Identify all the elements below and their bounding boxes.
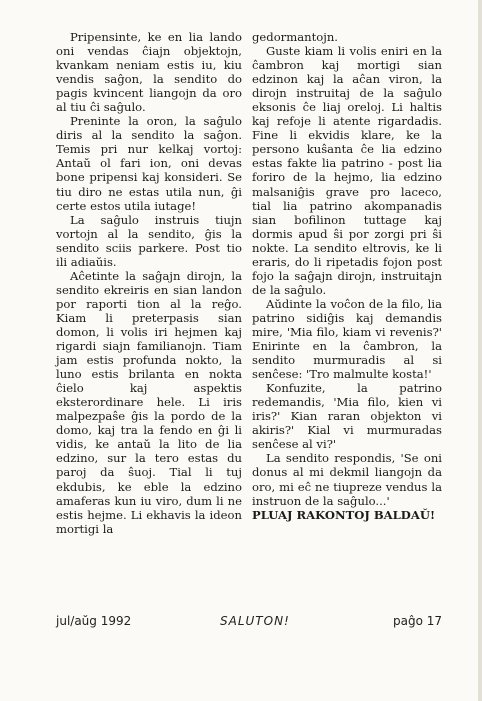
page-footer: [56, 614, 442, 630]
paragraph: Konfuzite, la patrino redemandis, 'Mia filo, kien vi iris?' Kian raran objekton vi akiris?' Kial vi murmuradas senĉese al vi?': [252, 381, 442, 452]
paragraph: gedormantojn.: [252, 30, 338, 44]
paragraph: Preninte la oron, la saĝulo diris al la sendito la saĝon. Temis pri nur kelkaj vortoj: Antaŭ ol fari ion, oni devas bone pripensi kaj konsideri. Se tiu diro ne estas utila nun, ĝi certe estos utila iutage!: [56, 114, 242, 213]
signoff: PLUAJ RAKONTOJ BALDAŬ!: [252, 507, 436, 522]
magazine-name: SALUTON!: [220, 614, 290, 628]
paragraph: Pripensinte, ke en lia lando oni vendas ĉiajn objektojn, kvankam neniam estis iu, kiu vendis saĝon, la sendito do pagis kvincent liangojn da oro al tiu ĉi saĝulo.: [56, 30, 242, 115]
page-edge: [478, 0, 482, 701]
right-column: [252, 30, 442, 522]
paragraph: Aĉetinte la saĝajn dirojn, la sendito ekreiris en sian landon por raporti tion al la reĝo. Kiam li preterpasis sian domon, li volis iri hejmen kaj rigardi siajn familianojn. Tiam jam estis profunda nokto, la luno estis brilanta en nokta ĉielo kaj aspektis eksterordinare hele. Li iris malpezpaŝe ĝis la pordo de la domo, kaj tra la fendo en ĝi li vidis, ke antaŭ la lito de lia edzino, sur la tero estas du paroj da ŝuoj. Tial li tuj ekdubis, ke eble la edzino amaferas kun iu viro, dum li ne estis hejme. Li ekhavis la ideon mortigi la: [56, 268, 242, 536]
paragraph: Aŭdinte la voĉon de la filo, lia patrino sidiĝis kaj demandis mire, 'Mia filo, kiam vi revenis?' Enirinte en la ĉambron, la sendito murmuradis al si senĉese: 'Tro malmulte kosta!': [252, 296, 442, 382]
left-column: [56, 30, 242, 536]
paragraph: Guste kiam li volis eniri en la ĉambron kaj mortigi sian edzinon kaj la aĉan viron, la dirojn instruitaj de la saĝulo eksonis ĉe liaj oreloj. Li haltis kaj refoje li atente rigardadis. Fine li ekvidis klare, ke la persono kuŝanta ĉe lia edzino estas fakte lia patrino - post lia foriro de la hejmo, lia edzino malsaniĝis grave pro laceco, tial lia patrino akompanadis sian bofilinon tuttage kaj dormis apud ŝi por zorgi pri ŝi nokte. La sendito eltrovis, ke li eraris, do li ripetadis fojon post fojo la saĝajn dirojn, instruitajn de la saĝulo.: [252, 44, 442, 297]
page-number: paĝo 17: [392, 614, 442, 628]
paragraph: La saĝulo instruis tiujn vortojn al la sendito, ĝis la sendito sciis parkere. Post tio ili adiaŭis.: [56, 212, 242, 269]
issue-date: jul/aŭg 1992: [56, 614, 132, 628]
paragraph: La sendito respondis, 'Se oni donus al mi dekmil liangojn da oro, mi eĉ ne tiupreze vendus la instruon de la saĝulo...': [252, 451, 442, 508]
